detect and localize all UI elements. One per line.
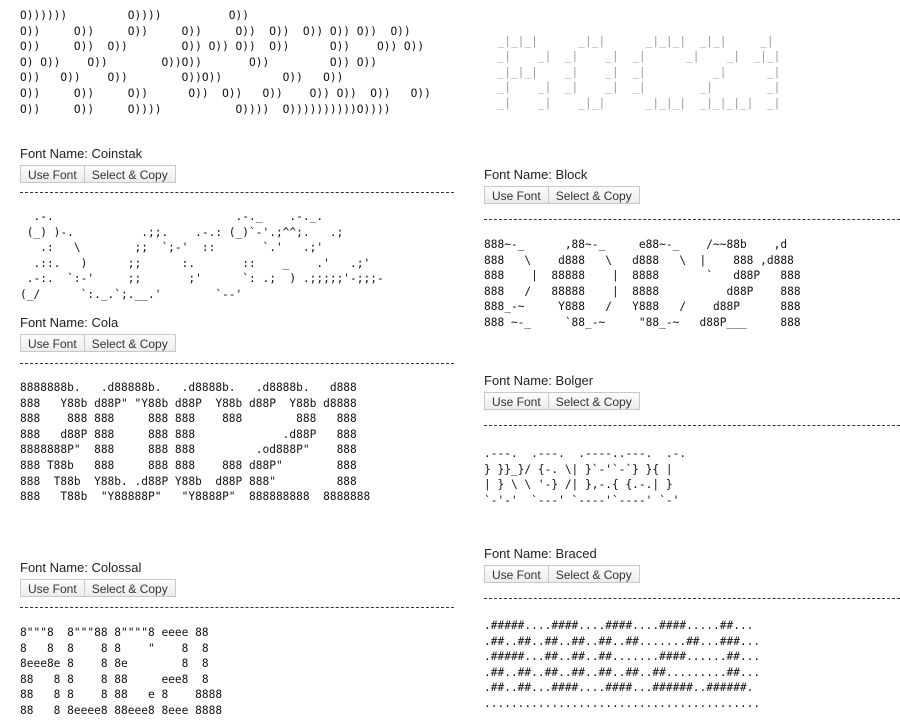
contessa-art-preview: 8"""8 8"""88 8""""8 eeee 88 8 8 8 8 8 " 8 8 8eee8e 8 8 8e 8 8 88 8 8 8 88 eee8 8 88 8 8 8 88 e 8 8888 88 8 8eeee8 88eee8 8eee 8888 (20, 626, 223, 717)
cola-font-controls (20, 315, 176, 352)
font-name-label: Font Name: Block (484, 167, 588, 182)
coinstak-art-preview: O)))))) O)))) O)) O)) O)) O)) O)) O)) O)) O)) O)) O)) O)) O)) O)) O)) O)) O)) O)) O)) O)) O)) O)) O) O)) O)) O))O)) O)) O)) O)) O)) O)) O)) O))O)) O)) O)) O)) O)) O)) O)) O)) O)) O)) O)) O)) O)) O)) O)) O)))) O)))) O))))))))))O)))) (20, 9, 431, 116)
block-art-preview: _|_|_| _|_| _|_|_| _|_| _| _| _| _| _| _| _| _| _|_| _|_|_| _| _| _| _| _| _| _| _| _| _| _| _| _| _| _|_| _|_|_| _|_|_|_| _| (497, 34, 781, 110)
braced-font-controls (484, 546, 640, 583)
use-font-button[interactable]: Use Font (484, 565, 549, 583)
select-copy-button[interactable]: Select & Copy (548, 392, 640, 410)
divider (20, 363, 454, 364)
colossal-font-controls (20, 560, 176, 597)
use-font-button[interactable]: Use Font (20, 579, 85, 597)
use-font-button[interactable]: Use Font (484, 392, 549, 410)
font-name-label: Font Name: Coinstak (20, 146, 143, 161)
font-name-label: Font Name: Braced (484, 546, 597, 561)
use-font-button[interactable]: Use Font (20, 334, 85, 352)
braced-art-preview: .---. .---. .----..---. .-. } }}_}/ {-. \| }`-'`-`} }{ | | } \ \ '-} /| },-.{ {.-.| } `-'-' `---' `----'`----' `-' (484, 447, 687, 507)
divider (484, 598, 900, 599)
coinstak-font-controls (20, 146, 176, 183)
divider (20, 192, 454, 193)
broadway-art-preview: .#####....####....####....####.....##... .##..##..##..##..##..##.......##...###... .#####...##..##..##.......####......##... .##..##..##..##..##..##..##.........##... .##..##...####....####...######..######. ......................................... (484, 619, 761, 710)
select-copy-button[interactable]: Select & Copy (548, 565, 640, 583)
bolger-font-controls (484, 373, 640, 410)
select-copy-button[interactable]: Select & Copy (84, 334, 176, 352)
block-font-controls (484, 167, 640, 204)
select-copy-button[interactable]: Select & Copy (548, 186, 640, 204)
cola-art-preview: .-. .-._ .-._. (_) )-. .;;. .-.: (_)`-'.;^^;. .; .: \ ;; `;-' :: `.' .;' .::. ) ;; :. :: _ .' .;' .-:. `:-' ;; ;' `: .; ) .;;;;;'-;;;- (_/ `:._.`;.__.' `--' (20, 210, 384, 301)
use-font-button[interactable]: Use Font (484, 186, 549, 204)
select-copy-button[interactable]: Select & Copy (84, 165, 176, 183)
divider (20, 607, 454, 608)
font-name-label: Font Name: Cola (20, 315, 119, 330)
font-name-label: Font Name: Colossal (20, 560, 142, 575)
select-copy-button[interactable]: Select & Copy (84, 579, 176, 597)
divider (484, 219, 900, 220)
use-font-button[interactable]: Use Font (20, 165, 85, 183)
font-name-label: Font Name: Bolger (484, 373, 594, 388)
divider (484, 425, 900, 426)
colossal-art-preview: 8888888b. .d88888b. .d8888b. .d8888b. d888 888 Y88b d88P" "Y88b d88P Y88b d88P Y88b d8888 888 888 888 888 888 888 888 888 888 d88P 888 888 888 .d88P 888 8888888P" 888 888 888 .od888P" 888 888 T88b 888 888 888 888 d88P" 888 888 T88b Y88b. .d88P Y88b d88P 888" 888 888 T88b "Y88888P" "Y8888P" 888888888 8888888 (20, 381, 371, 504)
bolger-art-preview: 888~-_ ,88~-_ e88~-_ /~~88b ,d 888 \ d888 \ d888 \ | 888 ,d888 888 | 88888 | 8888 ` d88P 888 888 / 88888 | 8888 d88P 888 888_-~ Y888 / Y888 / d88P 888 888 ~-_ `88_-~ "88_-~ d88P___ 888 (484, 238, 801, 329)
